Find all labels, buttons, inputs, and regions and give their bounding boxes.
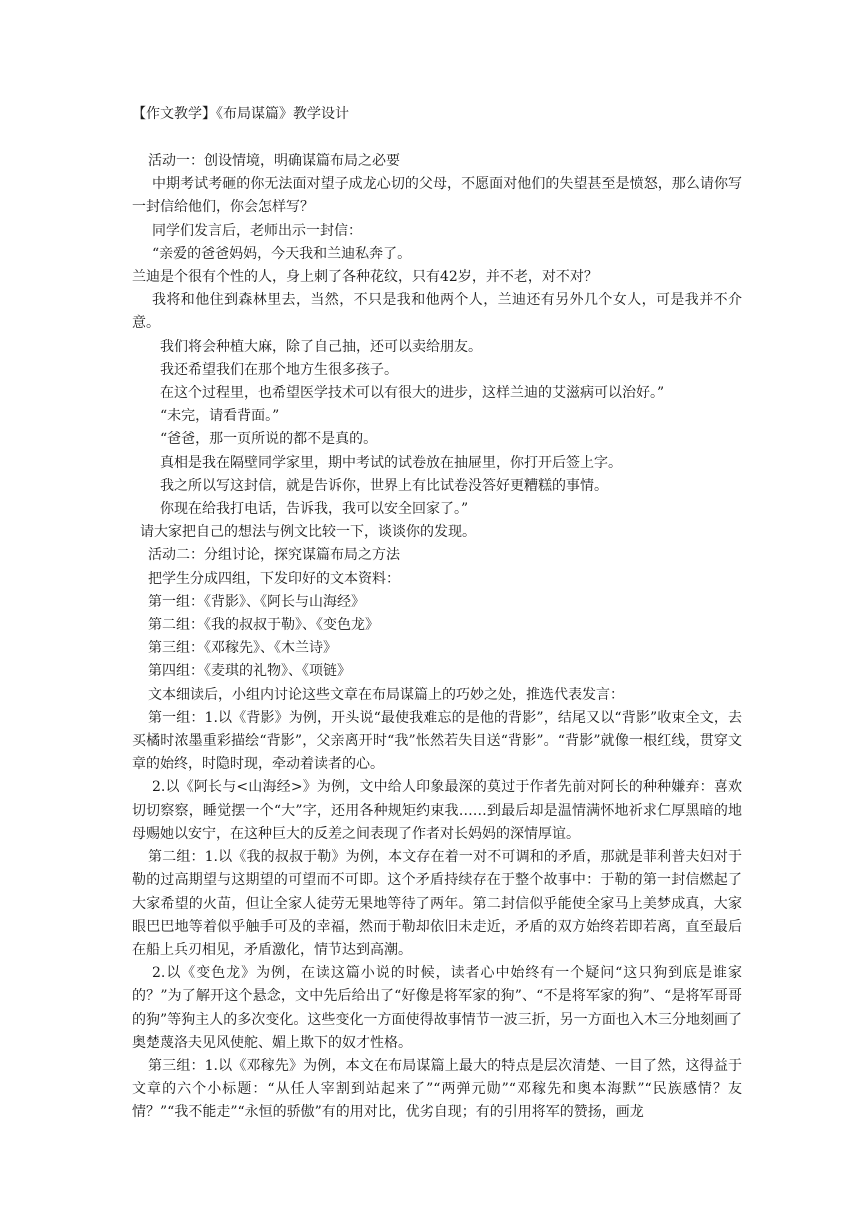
document-title: 【作文教学】《布局谋篇》教学设计 bbox=[132, 106, 349, 122]
body-paragraph: 你现在给我打电话，告诉我，我可以安全回家了。” bbox=[160, 501, 469, 518]
document-body bbox=[132, 150, 742, 1125]
body-paragraph: 在这个过程里，也希望医学技术可以有很大的进步，这样兰迪的艾滋病可以治好。” bbox=[160, 385, 665, 402]
body-paragraph: 我将和他住到森林里去，当然，不只是我和他两个人，兰迪还有另外几个女人，可是我并不介意。 bbox=[132, 292, 742, 332]
body-paragraph: 第四组：《麦琪的礼物》、《项链》 bbox=[148, 663, 351, 680]
body-paragraph: 请大家把自己的想法与例文比较一下，谈谈你的发现。 bbox=[140, 524, 476, 541]
body-paragraph: 同学们发言后，老师出示一封信： bbox=[152, 222, 362, 239]
body-paragraph: 活动二：分组讨论，探究谋篇布局之方法 bbox=[148, 547, 400, 564]
body-paragraph: 文本细读后，小组内讨论这些文章在布局谋篇上的巧妙之处，推选代表发言： bbox=[148, 686, 624, 703]
body-paragraph: 把学生分成四组，下发印好的文本资料： bbox=[148, 570, 400, 587]
body-paragraph: 第一组：《背影》、《阿长与山海经》 bbox=[148, 593, 365, 610]
body-paragraph: 我们将会种植大麻，除了自己抽，还可以卖给朋友。 bbox=[160, 338, 482, 355]
body-paragraph: 第三组：1.以《邓稼先》为例，本文在布局谋篇上最大的特点是层次清楚、一目了然，这得益于文章的六个小标题：“从任人宰割到站起来了”“两弹元勋”“邓稼先和奥本海默”“民族感情？友情？”“我不能走”“永恒的骄傲”有的用对比，优劣自现；有的引用将军的赞扬，画龙 bbox=[132, 1057, 742, 1121]
body-paragraph: 2.以《阿长与<山海经>》为例，文中给人印象最深的莫过于作者先前对阿长的种种嫌弃：喜欢切切察察，睡觉摆一个“大”字，还用各种规矩约束我……到最后却是温情满怀地祈求仁厚黑暗的地母赐她以安宁，在这种巨大的反差之间表现了作者对长妈妈的深情厚谊。 bbox=[132, 779, 742, 842]
body-paragraph: 第二组：1.以《我的叔叔于勒》为例，本文存在着一对不可调和的矛盾，那就是菲利普夫妇对于勒的过高期望与这期望的可望而不可即。这个矛盾持续存在于整个故事中：于勒的第一封信燃起了大家希望的火苗，但让全家人徒劳无果地等待了两年。第二封信似乎能使全家马上美梦成真，大家眼巴巴地等着似乎触手可及的幸福，然而于勒却依旧未走近，矛盾的双方始终若即若离，直至最后在船上兵刃相见，矛盾激化，情节达到高潮。 bbox=[132, 849, 742, 958]
body-paragraph: 第一组：1.以《背影》为例，开头说“最使我难忘的是他的背影”，结尾又以“背影”收束全文，去买橘时浓墨重彩描绘“背影”，父亲离开时“我”怅然若失目送“背影”。“背影”就像一根红线，贯穿文章的始终，时隐时现，牵动着读者的心。 bbox=[132, 709, 742, 773]
body-paragraph: 兰迪是个很有个性的人，身上刺了各种花纹，只有42岁，并不老，对不对？ bbox=[132, 269, 598, 286]
body-paragraph: “未完，请看背面。” bbox=[160, 408, 280, 425]
body-paragraph: 第二组：《我的叔叔于勒》、《变色龙》 bbox=[148, 617, 379, 634]
body-paragraph: 2.以《变色龙》为例，在读这篇小说的时候，读者心中始终有一个疑问“这只狗到底是谁家的？”为了解开这个悬念，文中先后给出了“好像是将军家的狗”、“不是将军家的狗”、“是将军哥哥的狗”等狗主人的多次变化。这些变化一方面使得故事情节一波三折，另一方面也入木三分地刻画了奥楚蔑洛夫见风使舵、媚上欺下的奴才性格。 bbox=[132, 965, 742, 1051]
body-paragraph: 中期考试考砸的你无法面对望子成龙心切的父母，不愿面对他们的失望甚至是愤怒，那么请你写一封信给他们，你会怎样写？ bbox=[132, 176, 742, 216]
body-paragraph: 活动一：创设情境，明确谋篇布局之必要 bbox=[148, 153, 400, 169]
body-paragraph: 我之所以写这封信，就是告诉你，世界上有比试卷没答好更糟糕的事情。 bbox=[160, 477, 608, 494]
body-paragraph: 第三组：《邓稼先》、《木兰诗》 bbox=[148, 640, 337, 657]
body-paragraph: “爸爸，那一页所说的都不是真的。 bbox=[160, 431, 378, 448]
body-paragraph: 我还希望我们在那个地方生很多孩子。 bbox=[160, 361, 398, 378]
body-paragraph: “亲爱的爸爸妈妈，今天我和兰迪私奔了。 bbox=[152, 245, 412, 262]
body-paragraph: 真相是我在隔壁同学家里，期中考试的试卷放在抽屉里，你打开后签上字。 bbox=[160, 454, 622, 471]
